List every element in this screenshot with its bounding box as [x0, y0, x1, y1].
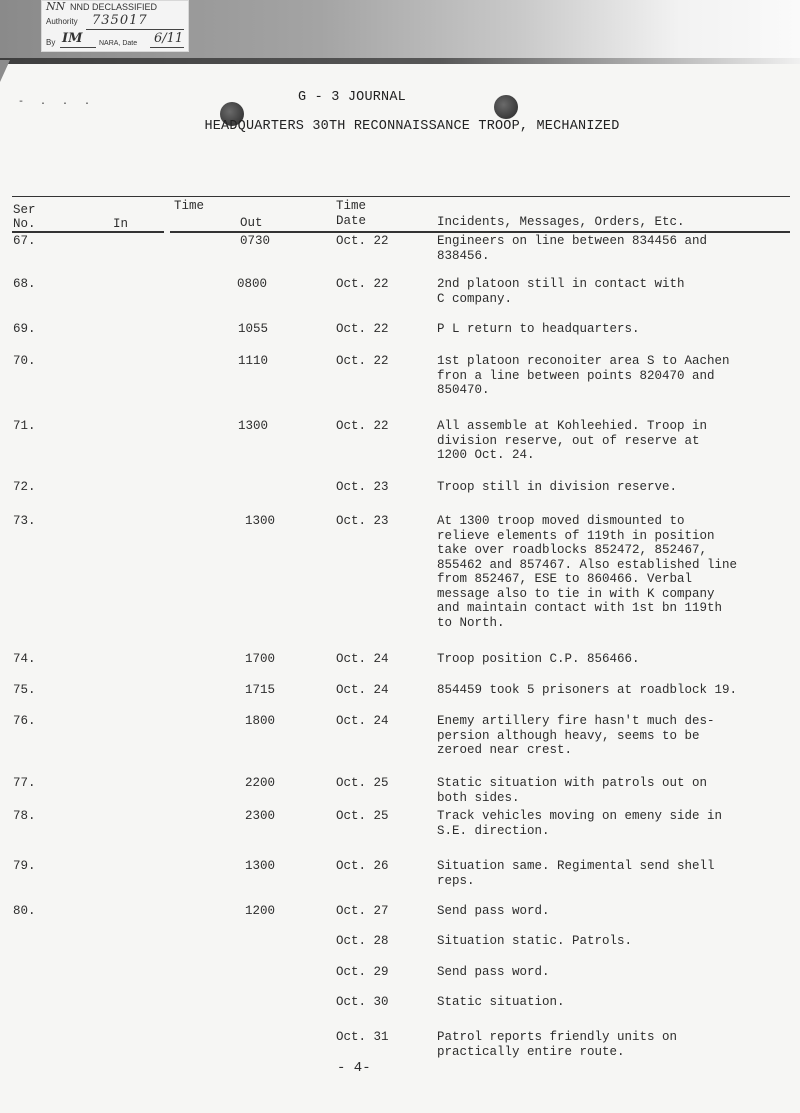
stamp-date-value: 6/11 — [154, 31, 184, 46]
row-serial-number: 79. — [13, 859, 36, 873]
row-serial-number: 67. — [13, 234, 36, 248]
row-incident: 1st platoon reconoiter area S to Aachen fron a line between points 820470 and 850470. — [437, 354, 730, 397]
stamp-nara-label: NARA, Date — [99, 40, 138, 47]
declassification-stamp — [41, 0, 189, 52]
row-incident: Engineers on line between 834456 and 838456. — [437, 234, 708, 263]
row-time-out: 2200 — [245, 776, 276, 790]
row-incident: 2nd platoon still in contact with C company. — [437, 277, 685, 306]
row-serial-number: 78. — [13, 809, 36, 823]
row-date: Oct. 22 — [336, 419, 389, 433]
row-incident: P L return to headquarters. — [437, 322, 640, 336]
header-in: In — [113, 217, 129, 231]
row-time-out: 0800 — [237, 277, 268, 291]
row-serial-number: 76. — [13, 714, 36, 728]
row-time-out: 1200 — [245, 904, 276, 918]
row-date: Oct. 28 — [336, 934, 389, 948]
header-rule-right — [170, 231, 790, 233]
row-incident: Send pass word. — [437, 965, 550, 979]
row-time-out: 1110 — [238, 354, 269, 368]
header-incidents: Incidents, Messages, Orders, Etc. — [437, 215, 685, 229]
row-serial-number: 70. — [13, 354, 36, 368]
stamp-header: NND DECLASSIFIED — [70, 2, 158, 12]
row-date: Oct. 22 — [336, 277, 389, 291]
stamp-date-line — [150, 47, 184, 48]
header-time-group: Time — [174, 199, 205, 213]
row-serial-number: 75. — [13, 683, 36, 697]
stamp-by-value: IM — [62, 31, 83, 46]
row-incident: Situation static. Patrols. — [437, 934, 633, 948]
row-time-out: 1800 — [245, 714, 276, 728]
document-title: G - 3 JOURNAL — [298, 90, 406, 105]
row-time-out: 1700 — [245, 652, 276, 666]
stamp-authority-value: 735017 — [92, 13, 148, 28]
row-incident: Patrol reports friendly units on practically entire route. — [437, 1030, 678, 1059]
row-incident: Troop still in division reserve. — [437, 480, 678, 494]
row-incident: 854459 took 5 prisoners at roadblock 19. — [437, 683, 738, 697]
row-date: Oct. 25 — [336, 809, 389, 823]
row-incident: Track vehicles moving on emeny side in S.E. direction. — [437, 809, 723, 838]
row-date: Oct. 27 — [336, 904, 389, 918]
stamp-initials: NN — [46, 0, 66, 13]
table-top-rule — [12, 196, 790, 197]
row-incident: Send pass word. — [437, 904, 550, 918]
row-serial-number: 74. — [13, 652, 36, 666]
document-subtitle: HEADQUARTERS 30TH RECONNAISSANCE TROOP, MECHANIZED — [204, 119, 620, 134]
row-time-out: 1715 — [245, 683, 276, 697]
row-date: Oct. 23 — [336, 514, 389, 528]
row-serial-number: 80. — [13, 904, 36, 918]
row-date: Oct. 24 — [336, 683, 389, 697]
row-date: Oct. 22 — [336, 234, 389, 248]
row-serial-number: 71. — [13, 419, 36, 433]
row-date: Oct. 22 — [336, 354, 389, 368]
row-incident: At 1300 troop moved dismounted to relieve elements of 119th in position take over roadblocks 852472, 852467, 855462 and 857467. Also established line from 852467, ESE to 860466. Verbal message also to tie in with K company and maintain contact with 1st bn 119th to North. — [437, 514, 738, 630]
row-date: Oct. 29 — [336, 965, 389, 979]
row-date: Oct. 24 — [336, 714, 389, 728]
row-time-out: 2300 — [245, 809, 276, 823]
row-serial-number: 73. — [13, 514, 36, 528]
header-rule-left — [12, 231, 164, 233]
stamp-by-label: By — [46, 38, 56, 47]
stamp-authority-label: Authority — [46, 17, 78, 26]
row-date: Oct. 25 — [336, 776, 389, 790]
row-time-out: 0730 — [240, 234, 271, 248]
row-serial-number: 68. — [13, 277, 36, 291]
row-incident: Static situation. — [437, 995, 565, 1009]
header-out: Out — [240, 216, 263, 230]
row-date: Oct. 24 — [336, 652, 389, 666]
row-time-out: 1055 — [238, 322, 269, 336]
margin-mark: - . . . — [18, 97, 96, 108]
scan-edge — [0, 58, 800, 64]
row-incident: Static situation with patrols out on both sides. — [437, 776, 708, 805]
row-date: Oct. 23 — [336, 480, 389, 494]
header-date-line2: Date — [336, 214, 367, 228]
scan-corner — [0, 60, 10, 82]
row-time-out: 1300 — [238, 419, 269, 433]
row-date: Oct. 30 — [336, 995, 389, 1009]
stamp-by-line — [60, 47, 96, 48]
header-date-line1: Time — [336, 199, 367, 213]
row-serial-number: 72. — [13, 480, 36, 494]
row-serial-number: 77. — [13, 776, 36, 790]
header-ser-line1: Ser — [13, 203, 36, 217]
row-time-out: 1300 — [245, 514, 276, 528]
row-date: Oct. 22 — [336, 322, 389, 336]
header-ser-line2: No. — [13, 217, 36, 231]
row-incident: All assemble at Kohleehied. Troop in division reserve, out of reserve at 1200 Oct. 24. — [437, 419, 708, 462]
row-serial-number: 69. — [13, 322, 36, 336]
row-incident: Troop position C.P. 856466. — [437, 652, 640, 666]
row-incident: Situation same. Regimental send shell reps. — [437, 859, 715, 888]
page-number: - 4- — [337, 1060, 371, 1076]
row-time-out: 1300 — [245, 859, 276, 873]
row-date: Oct. 26 — [336, 859, 389, 873]
stamp-authority-line — [86, 29, 184, 30]
row-date: Oct. 31 — [336, 1030, 389, 1044]
row-incident: Enemy artillery fire hasn't much des- persion although heavy, seems to be zeroed near crest. — [437, 714, 715, 757]
